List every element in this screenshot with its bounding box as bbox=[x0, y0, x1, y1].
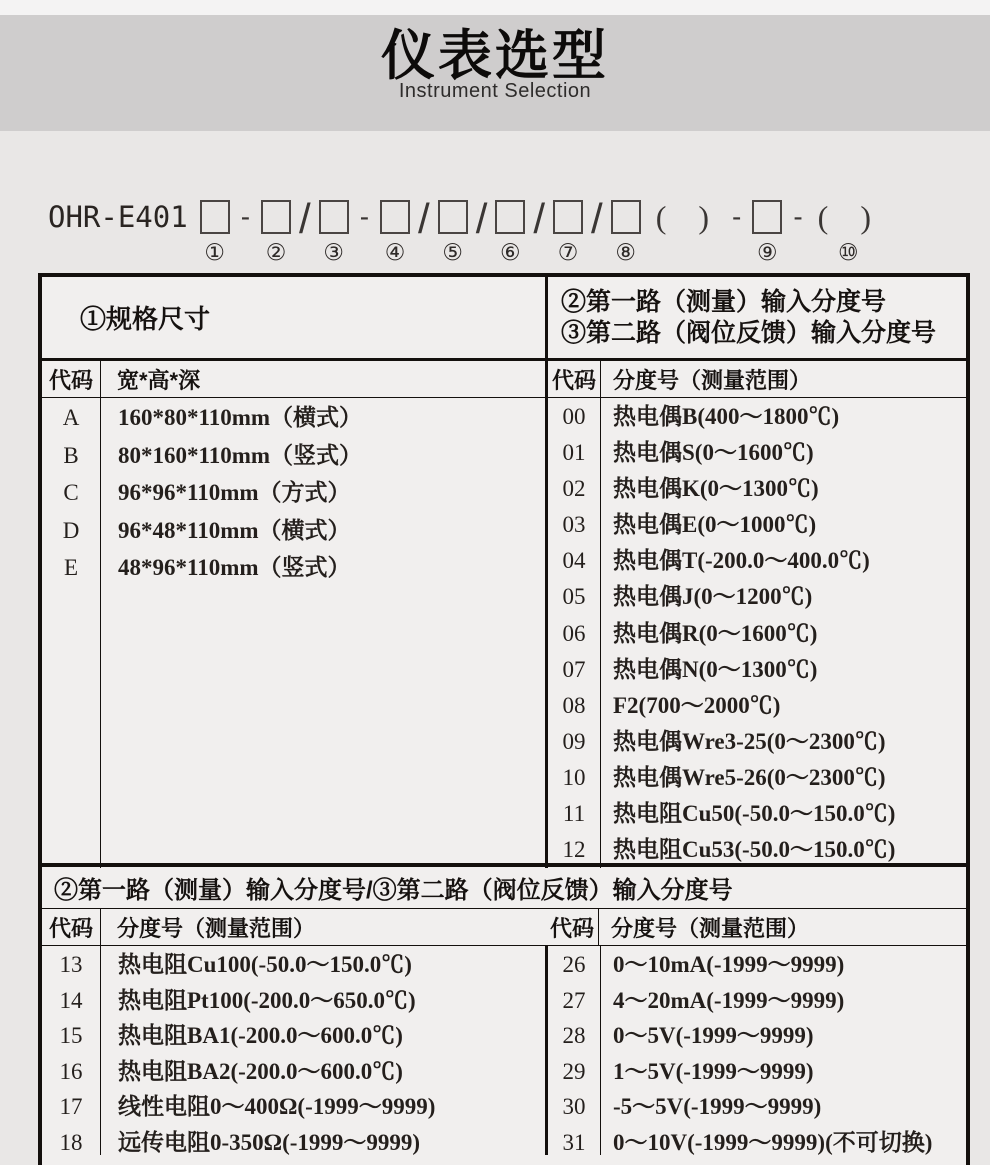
model-box bbox=[752, 200, 782, 234]
index-range: 1～5V(-1999～9999) bbox=[613, 1058, 814, 1084]
model-separator: - bbox=[793, 201, 803, 232]
model-separator: / bbox=[591, 195, 603, 242]
index-code: 17 bbox=[59, 1094, 83, 1119]
model-box bbox=[611, 200, 641, 234]
index-range: 热电阻Pt100(-200.0～650.0℃) bbox=[118, 987, 416, 1013]
s1-right-codes bbox=[548, 398, 600, 868]
input-ch2-header: ③第二路（阀位反馈）输入分度号 bbox=[561, 318, 937, 347]
model-box bbox=[319, 200, 349, 234]
index-code: 06 bbox=[562, 620, 586, 646]
index-range: 热电偶K(0～1300℃) bbox=[613, 476, 819, 502]
model-separator: - bbox=[240, 201, 251, 232]
size-code: E bbox=[63, 555, 79, 580]
index-code: 28 bbox=[562, 1023, 586, 1048]
model-field bbox=[495, 200, 525, 265]
index-range: 热电偶E(0～1000℃) bbox=[613, 512, 817, 538]
index-range: 热电偶Wre5-26(0～2300℃) bbox=[613, 764, 886, 790]
index-code: 13 bbox=[59, 952, 83, 977]
size-code: C bbox=[63, 480, 79, 505]
model-field bbox=[752, 200, 782, 265]
index-code: 04 bbox=[562, 548, 586, 574]
page-header bbox=[0, 15, 990, 131]
index-code: 29 bbox=[562, 1058, 586, 1084]
index-range: 热电阻Cu50(-50.0～150.0℃) bbox=[613, 801, 896, 827]
model-code-tokens bbox=[200, 195, 883, 266]
model-field-number: ⑧ bbox=[615, 240, 637, 266]
model-separator: / bbox=[533, 195, 546, 242]
index-code: 11 bbox=[562, 801, 586, 827]
index-range: 热电阻BA2(-200.0～600.0℃) bbox=[118, 1058, 403, 1084]
section1-header-row bbox=[42, 277, 966, 361]
size-code: D bbox=[62, 517, 80, 543]
index-code: 16 bbox=[59, 1058, 83, 1084]
model-field bbox=[611, 200, 641, 265]
model-field-number: ⑨ bbox=[757, 240, 778, 266]
index-code: 26 bbox=[562, 952, 586, 977]
model-box bbox=[261, 200, 291, 234]
col-header-code: 代码 bbox=[551, 367, 596, 393]
index-code: 27 bbox=[562, 987, 586, 1013]
index-code: 09 bbox=[562, 728, 586, 754]
section2-header: ②第一路（测量）输入分度号/③第二路（阀位反馈）输入分度号 bbox=[42, 867, 966, 909]
size-desc: 80*160*110mm（竖式） bbox=[118, 442, 363, 468]
index-code: 01 bbox=[562, 440, 586, 466]
index-range: 热电偶Wre3-25(0～2300℃) bbox=[613, 728, 886, 754]
s1-left-descs bbox=[101, 398, 545, 868]
model-separator: / bbox=[299, 195, 311, 242]
index-range: 热电偶R(0～1600℃) bbox=[613, 620, 818, 646]
index-range: 0～10V(-1999～9999)(不可切换) bbox=[613, 1129, 933, 1155]
index-range: 热电阻BA1(-200.0～600.0℃) bbox=[118, 1023, 403, 1048]
model-field-number: ⑩ bbox=[838, 240, 859, 266]
model-separator: - bbox=[359, 201, 370, 232]
model-paren-field bbox=[814, 200, 883, 265]
size-desc: 48*96*110mm（竖式） bbox=[118, 555, 351, 580]
model-box bbox=[200, 200, 230, 234]
index-range: 线性电阻0～400Ω(-1999～9999) bbox=[118, 1094, 436, 1119]
col-header-code: 代码 bbox=[549, 915, 594, 941]
index-range: 0～5V(-1999～9999) bbox=[613, 1023, 814, 1048]
col-header-range: 分度号（测量范围） bbox=[117, 915, 316, 941]
section1-column-headers bbox=[42, 361, 966, 398]
model-separator: - bbox=[732, 201, 742, 232]
index-range: 热电偶T(-200.0～400.0℃) bbox=[613, 548, 870, 574]
model-field-number: ⑤ bbox=[442, 240, 463, 266]
model-field-number: ① bbox=[204, 240, 225, 266]
model-box bbox=[553, 200, 583, 234]
index-range: 热电阻Cu53(-50.0～150.0℃) bbox=[613, 837, 896, 863]
col-header-range: 分度号（测量范围） bbox=[611, 915, 810, 941]
section2-column-headers bbox=[42, 909, 966, 946]
model-parens: ( ) bbox=[817, 199, 883, 235]
index-range: 热电偶J(0～1200℃) bbox=[613, 584, 813, 610]
index-code: 10 bbox=[562, 764, 586, 790]
model-separator: / bbox=[475, 195, 488, 242]
s1-left-codes bbox=[42, 398, 100, 868]
model-field-number: ③ bbox=[323, 240, 344, 266]
index-range: F2(700～2000℃) bbox=[613, 692, 781, 718]
index-range: 热电偶B(400～1800℃) bbox=[613, 404, 840, 429]
model-paren-field bbox=[652, 200, 721, 241]
s1-right-descs bbox=[601, 398, 966, 868]
col-header-code: 代码 bbox=[48, 915, 93, 941]
s2-left-descs bbox=[101, 946, 545, 1155]
model-box bbox=[438, 200, 468, 234]
index-range: 4～20mA(-1999～9999) bbox=[613, 987, 845, 1013]
model-field bbox=[261, 200, 291, 265]
section2-data bbox=[42, 946, 966, 1155]
model-parens: ( ) bbox=[655, 199, 722, 235]
index-code: 31 bbox=[562, 1129, 586, 1155]
index-code: 08 bbox=[562, 692, 586, 718]
size-desc: 96*48*110mm（横式） bbox=[118, 517, 351, 543]
index-code: 12 bbox=[562, 837, 586, 863]
model-field bbox=[380, 200, 410, 265]
index-code: 05 bbox=[562, 584, 586, 610]
model-separator: / bbox=[418, 195, 430, 242]
model-code-line bbox=[48, 195, 883, 266]
input-index-header bbox=[548, 277, 966, 358]
input-ch1-header: ②第一路（测量）输入分度号 bbox=[561, 287, 887, 316]
model-prefix: OHR-E401 bbox=[48, 200, 188, 234]
model-field-number: ⑦ bbox=[557, 240, 579, 266]
col-header-size: 宽*高*深 bbox=[117, 367, 201, 393]
s2-right-codes bbox=[548, 946, 600, 1155]
top-strip bbox=[0, 0, 990, 15]
model-box bbox=[380, 200, 410, 234]
s2-left-codes bbox=[42, 946, 100, 1155]
selection-table bbox=[38, 273, 970, 1165]
index-code: 03 bbox=[562, 512, 586, 538]
index-range: 远传电阻0-350Ω(-1999～9999) bbox=[118, 1129, 421, 1155]
model-field-number: ⑥ bbox=[500, 240, 521, 266]
index-range: -5～5V(-1999～9999) bbox=[613, 1094, 822, 1119]
model-field bbox=[553, 200, 583, 265]
col-header-range: 分度号（测量范围） bbox=[613, 367, 812, 393]
model-field bbox=[438, 200, 468, 265]
index-range: 热电偶S(0～1600℃) bbox=[613, 440, 814, 466]
index-range: 0～10mA(-1999～9999) bbox=[613, 952, 845, 977]
model-field bbox=[319, 200, 349, 265]
index-code: 02 bbox=[562, 476, 586, 502]
model-field-number: ④ bbox=[384, 240, 406, 266]
page-title: 仪表选型 bbox=[381, 26, 609, 86]
size-code: B bbox=[63, 442, 79, 468]
index-code: 14 bbox=[59, 987, 83, 1013]
s2-right-descs bbox=[601, 946, 966, 1155]
size-desc: 96*96*110mm（方式） bbox=[118, 480, 351, 505]
index-range: 热电阻Cu100(-50.0～150.0℃) bbox=[118, 952, 412, 977]
index-code: 15 bbox=[59, 1023, 83, 1048]
model-field bbox=[200, 200, 230, 265]
model-box bbox=[495, 200, 525, 234]
size-code: A bbox=[62, 405, 80, 430]
spec-size-header: ①规格尺寸 bbox=[80, 304, 211, 334]
index-range: 热电偶N(0～1300℃) bbox=[613, 656, 818, 682]
size-desc: 160*80*110mm（横式） bbox=[118, 405, 363, 430]
col-header-code: 代码 bbox=[48, 367, 93, 393]
index-code: 07 bbox=[562, 656, 586, 682]
index-code: 30 bbox=[562, 1094, 586, 1119]
section1-data bbox=[42, 398, 966, 867]
page-subtitle: Instrument Selection bbox=[398, 79, 592, 102]
model-field-number: ② bbox=[265, 240, 287, 266]
index-code: 00 bbox=[562, 404, 586, 429]
index-code: 18 bbox=[59, 1129, 83, 1155]
